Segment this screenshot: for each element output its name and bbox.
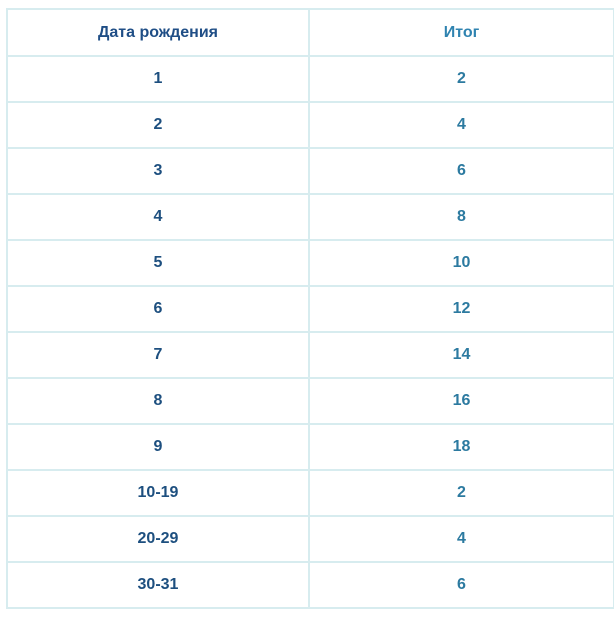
table-row: [7, 56, 614, 102]
cell-birthdate: 8: [7, 378, 309, 424]
cell-birthdate: 4: [7, 194, 309, 240]
cell-birthdate: 30-31: [7, 562, 309, 608]
cell-result: 6: [309, 562, 614, 608]
cell-result: 16: [309, 378, 614, 424]
cell-birthdate: 7: [7, 332, 309, 378]
header-birthdate: Дата рождения: [7, 9, 309, 56]
cell-result: 4: [309, 102, 614, 148]
cell-birthdate: 3: [7, 148, 309, 194]
cell-result: 4: [309, 516, 614, 562]
header-result: Итог: [309, 9, 614, 56]
table-row: [7, 286, 614, 332]
cell-result: 14: [309, 332, 614, 378]
table-row: [7, 424, 614, 470]
table-row: [7, 378, 614, 424]
birthdate-result-table: [6, 8, 614, 609]
cell-result: 6: [309, 148, 614, 194]
table-row: [7, 240, 614, 286]
cell-result: 2: [309, 56, 614, 102]
table-row: [7, 148, 614, 194]
cell-result: 8: [309, 194, 614, 240]
header-row: [7, 9, 614, 56]
table-row: [7, 332, 614, 378]
cell-result: 2: [309, 470, 614, 516]
cell-birthdate: 9: [7, 424, 309, 470]
cell-birthdate: 2: [7, 102, 309, 148]
cell-birthdate: 5: [7, 240, 309, 286]
cell-result: 18: [309, 424, 614, 470]
cell-birthdate: 6: [7, 286, 309, 332]
table-header: [7, 9, 614, 56]
data-table-container: [6, 8, 609, 609]
table-row: [7, 102, 614, 148]
table-body: [7, 56, 614, 608]
table-row: [7, 470, 614, 516]
cell-result: 12: [309, 286, 614, 332]
cell-result: 10: [309, 240, 614, 286]
table-row: [7, 194, 614, 240]
table-row: [7, 562, 614, 608]
table-row: [7, 516, 614, 562]
cell-birthdate: 20-29: [7, 516, 309, 562]
cell-birthdate: 1: [7, 56, 309, 102]
cell-birthdate: 10-19: [7, 470, 309, 516]
